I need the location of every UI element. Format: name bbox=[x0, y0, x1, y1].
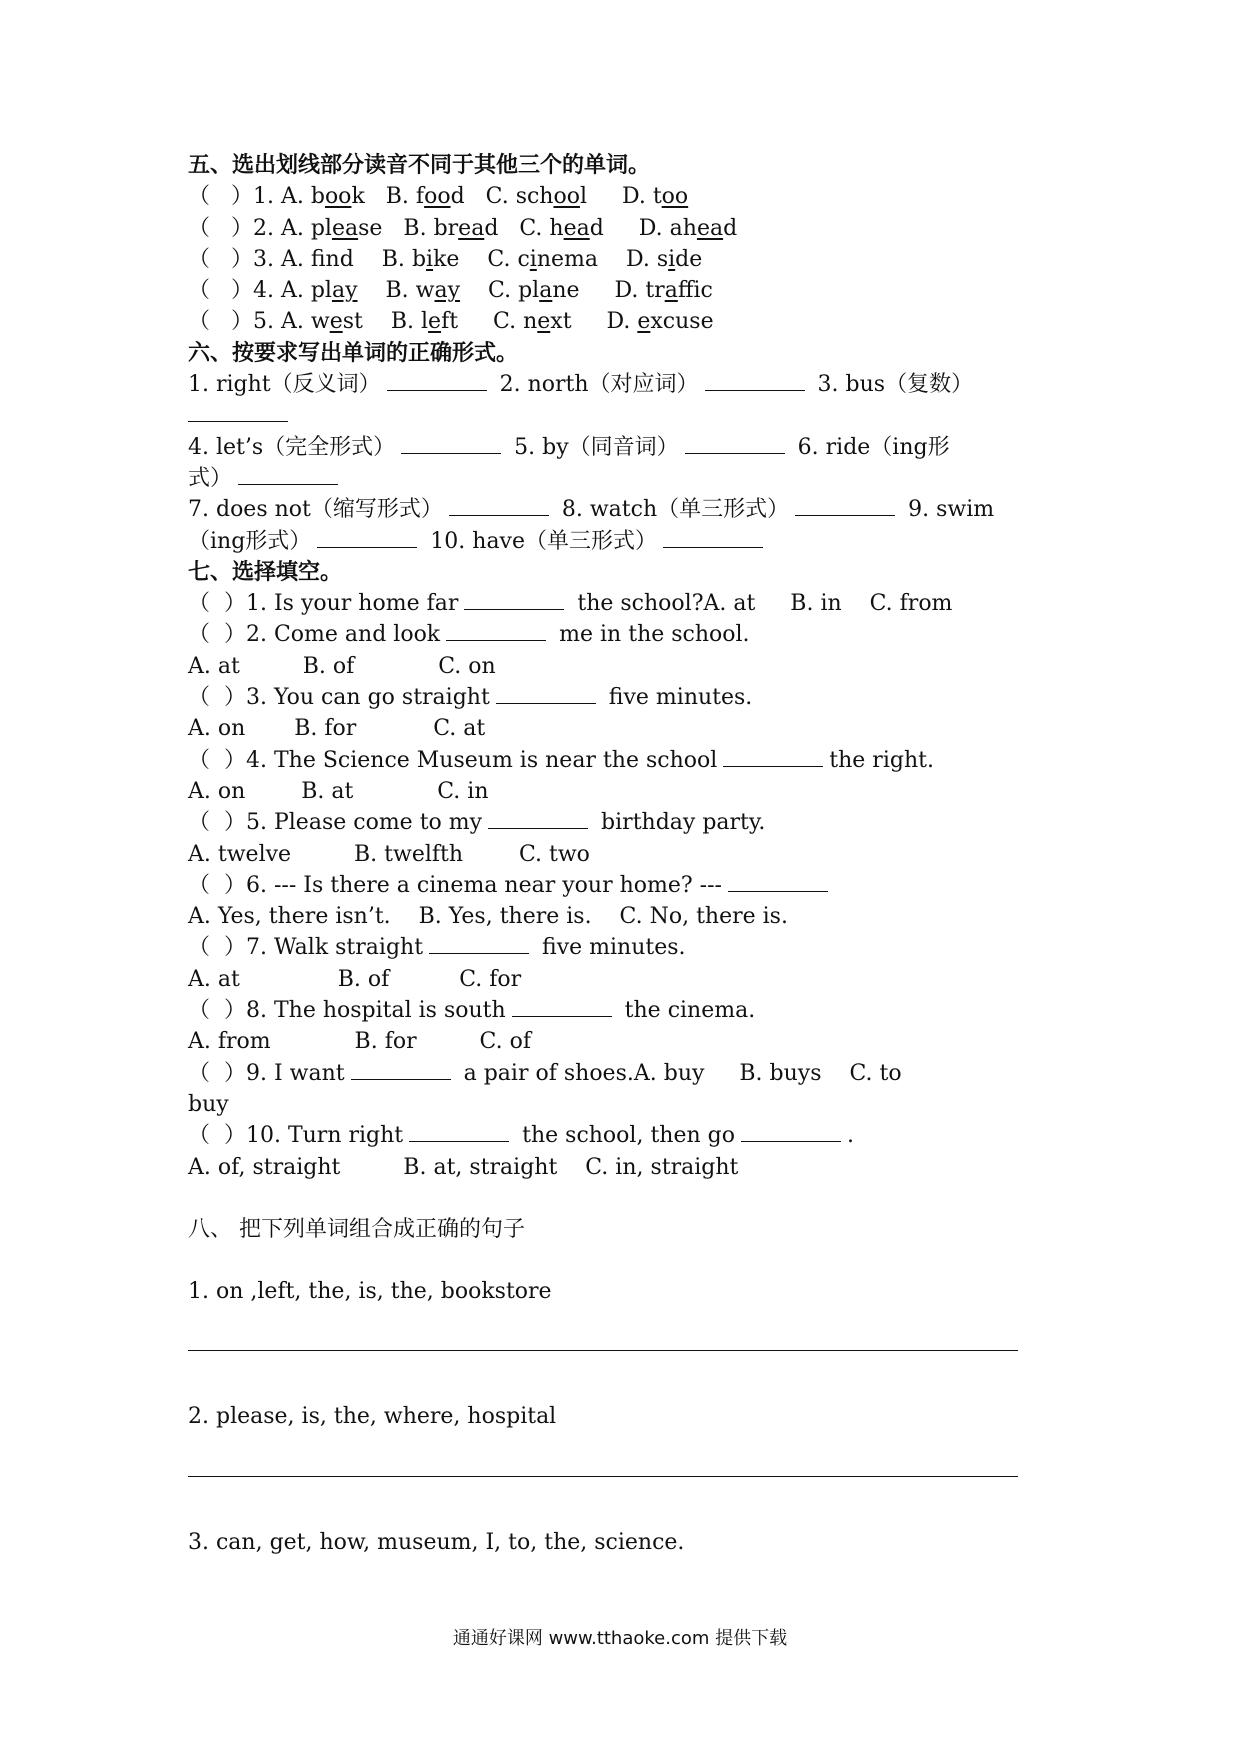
s6-q7: 7. does not（缩写形式） bbox=[188, 497, 443, 523]
word-part: ah bbox=[669, 215, 697, 241]
answer-blank[interactable] bbox=[401, 433, 501, 454]
word-part: nd bbox=[325, 246, 354, 272]
answer-blank[interactable] bbox=[512, 996, 612, 1017]
word-part: （ ）3. A. bbox=[188, 246, 311, 272]
answer-blank[interactable] bbox=[488, 808, 588, 829]
word-part: B. bbox=[364, 184, 416, 210]
s7-options-7: A. at B. of C. for bbox=[188, 966, 522, 992]
underlined-sound: e bbox=[537, 309, 551, 335]
s7-q9 bbox=[188, 1058, 1148, 1089]
underlined-sound: oo bbox=[324, 184, 352, 210]
question-text: （ ）10. Turn right bbox=[188, 1123, 404, 1149]
word-part: xt bbox=[550, 309, 572, 335]
question-text: （ ）5. Please come to my bbox=[188, 810, 483, 836]
s6-line-6 bbox=[188, 526, 1148, 557]
question-text: five minutes. bbox=[535, 935, 686, 961]
word-part: （ ）1. A. bbox=[188, 184, 311, 210]
word-part: D. bbox=[603, 215, 670, 241]
answer-blank[interactable] bbox=[685, 433, 785, 454]
word-part: d bbox=[723, 215, 738, 241]
word-part: l bbox=[579, 184, 588, 210]
word-part: b bbox=[411, 246, 427, 272]
word-part: n bbox=[523, 309, 538, 335]
word-part: sch bbox=[515, 184, 554, 210]
question-text: （ ）9. I want bbox=[188, 1060, 345, 1086]
section-6-title: 六、按要求写出单词的正确形式。 bbox=[188, 339, 519, 366]
word-part: ke bbox=[433, 246, 460, 272]
s6-q6-cont: 式） bbox=[188, 465, 233, 491]
word-part: c bbox=[517, 246, 530, 272]
answer-blank[interactable] bbox=[741, 1121, 841, 1142]
s6-q10: 10. have（单三形式） bbox=[423, 528, 658, 554]
s7-q8 bbox=[188, 995, 1148, 1026]
s7-q7 bbox=[188, 932, 1148, 963]
word-part: xcuse bbox=[650, 309, 714, 335]
underlined-sound: i bbox=[426, 246, 434, 272]
question-text: （ ）1. Is your home far bbox=[188, 591, 459, 617]
s8-sentence-2: 2. please, is, the, where, hospital bbox=[188, 1404, 557, 1430]
s7-q4 bbox=[188, 745, 1148, 776]
question-text: . bbox=[846, 1123, 854, 1149]
section-8-title: 八、 把下列单词组合成正确的句子 bbox=[188, 1216, 525, 1242]
question-text: the school?A. at B. in C. from bbox=[570, 591, 953, 617]
underlined-sound: ay bbox=[331, 278, 358, 304]
word-part: w bbox=[310, 309, 330, 335]
s6-line-4 bbox=[188, 463, 1148, 494]
word-part: br bbox=[433, 215, 459, 241]
s7-q10 bbox=[188, 1120, 1148, 1151]
s8-sentence-1: 1. on ,left, the, is, the, bookstore bbox=[188, 1279, 552, 1305]
s6-q6: 6. ride（ing形 bbox=[790, 434, 950, 460]
question-text: （ ）4. The Science Museum is near the school bbox=[188, 747, 718, 773]
s5-item bbox=[188, 181, 1148, 212]
underlined-sound: oo bbox=[424, 184, 451, 210]
section-5-items bbox=[188, 181, 1148, 337]
answer-blank[interactable] bbox=[728, 871, 828, 892]
word-part: se bbox=[358, 215, 383, 241]
s6-line-2 bbox=[188, 400, 1148, 431]
s6-line-3 bbox=[188, 432, 1148, 463]
word-part: C. bbox=[464, 184, 516, 210]
s7-q1 bbox=[188, 588, 1148, 619]
word-part: t bbox=[652, 184, 662, 210]
s7-q9-cont: buy bbox=[188, 1091, 229, 1117]
question-text: a pair of shoes.A. buy B. buys C. to bbox=[456, 1060, 902, 1086]
answer-blank[interactable] bbox=[188, 401, 288, 422]
word-part: ft bbox=[441, 309, 459, 335]
question-text: （ ）3. You can go straight bbox=[188, 685, 490, 711]
word-part: l bbox=[421, 309, 429, 335]
answer-blank[interactable] bbox=[705, 370, 805, 391]
word-part: b bbox=[310, 184, 325, 210]
word-part: d bbox=[589, 215, 604, 241]
s5-item bbox=[188, 306, 1148, 337]
question-text: me in the school. bbox=[552, 622, 750, 648]
s7-options-5: A. twelve B. twelfth C. two bbox=[188, 841, 590, 867]
s5-item bbox=[188, 244, 1148, 275]
s7-options-10: A. of, straight B. at, straight C. in, straight bbox=[188, 1154, 739, 1180]
s7-options-2: A. at B. of C. on bbox=[188, 653, 496, 679]
underlined-sound: ea bbox=[331, 215, 359, 241]
question-text: （ ）2. Come and look bbox=[188, 622, 441, 648]
s8-sentence-3: 3. can, get, how, museum, I, to, the, science. bbox=[188, 1529, 685, 1555]
footer-credit: 通通好课网 www.tthaoke.com 提供下载 bbox=[452, 1628, 788, 1649]
underlined-sound: e bbox=[637, 309, 651, 335]
s6-line-1 bbox=[188, 369, 1148, 400]
s6-q9-cont: （ing形式） bbox=[188, 528, 312, 554]
answer-blank[interactable] bbox=[464, 589, 564, 610]
s5-item bbox=[188, 213, 1148, 244]
word-part: （ ）2. A. bbox=[188, 215, 311, 241]
word-part: C. bbox=[459, 246, 518, 272]
s7-q2 bbox=[188, 619, 1148, 650]
s7-q3 bbox=[188, 682, 1148, 713]
word-part: ne bbox=[552, 278, 580, 304]
section-5-title: 五、选出划线部分读音不同于其他三个的单词。 bbox=[188, 152, 651, 178]
word-part: nema bbox=[536, 246, 598, 272]
s7-options-4: A. on B. at C. in bbox=[188, 778, 489, 804]
section-7-title: 七、选择填空。 bbox=[188, 558, 343, 585]
question-text: birthday party. bbox=[594, 810, 766, 836]
word-part: f bbox=[310, 246, 326, 272]
underlined-sound: a bbox=[664, 278, 678, 304]
s7-q6 bbox=[188, 870, 1148, 901]
answer-blank[interactable] bbox=[723, 746, 823, 767]
s6-q2: 2. north（对应词） bbox=[492, 372, 699, 398]
word-part: B. bbox=[357, 278, 416, 304]
answer-blank[interactable] bbox=[496, 683, 596, 704]
word-part: st bbox=[342, 309, 363, 335]
word-part: B. bbox=[353, 246, 412, 272]
answer-blank[interactable] bbox=[663, 527, 763, 548]
underlined-sound: ay bbox=[434, 278, 461, 304]
word-part: w bbox=[415, 278, 435, 304]
word-part: C. bbox=[458, 309, 524, 335]
question-text: five minutes. bbox=[601, 685, 753, 711]
question-text: （ ）6. --- Is there a cinema near your home? --- bbox=[188, 872, 722, 898]
question-text: （ ）8. The hospital is south bbox=[188, 998, 506, 1024]
word-part: D. bbox=[598, 246, 657, 272]
s5-item bbox=[188, 275, 1148, 306]
worksheet bbox=[188, 150, 1148, 1558]
answer-blank[interactable] bbox=[409, 1121, 509, 1142]
word-part: d bbox=[450, 184, 465, 210]
word-part: d bbox=[484, 215, 499, 241]
s7-options-8: A. from B. for C. of bbox=[188, 1029, 531, 1055]
question-text: the right. bbox=[829, 747, 934, 773]
s6-q1: 1. right（反义词） bbox=[188, 372, 381, 398]
s6-line-5 bbox=[188, 494, 1148, 525]
word-part: de bbox=[675, 246, 703, 272]
s6-q9: 9. swim bbox=[901, 497, 995, 523]
word-part: pl bbox=[310, 215, 332, 241]
answer-blank[interactable] bbox=[351, 1059, 451, 1080]
word-part: s bbox=[656, 246, 669, 272]
underlined-sound: ea bbox=[563, 215, 590, 241]
question-text: the school, then go bbox=[515, 1123, 735, 1149]
underlined-sound: i bbox=[668, 246, 676, 272]
question-text: the cinema. bbox=[617, 998, 756, 1024]
underlined-sound: e bbox=[329, 309, 343, 335]
question-text: （ ）7. Walk straight bbox=[188, 935, 424, 961]
word-part: C. bbox=[498, 215, 550, 241]
underlined-sound: i bbox=[529, 246, 537, 272]
answer-blank[interactable] bbox=[317, 527, 417, 548]
word-part: D. bbox=[579, 278, 646, 304]
answer-blank[interactable] bbox=[429, 933, 529, 954]
s6-q8: 8. watch（单三形式） bbox=[554, 497, 790, 523]
answer-blank[interactable] bbox=[238, 464, 338, 485]
underlined-sound: a bbox=[539, 278, 553, 304]
word-part: C. bbox=[460, 278, 519, 304]
underlined-sound: ea bbox=[696, 215, 724, 241]
word-part: k bbox=[351, 184, 365, 210]
answer-blank[interactable] bbox=[387, 370, 487, 391]
s6-q4: 4. let’s（完全形式） bbox=[188, 434, 396, 460]
s7-q5 bbox=[188, 807, 1148, 838]
word-part: B. bbox=[382, 215, 434, 241]
word-part: f bbox=[415, 184, 425, 210]
word-part: D. bbox=[587, 184, 653, 210]
word-part: tr bbox=[645, 278, 665, 304]
word-part: ffic bbox=[677, 278, 713, 304]
word-part: B. bbox=[362, 309, 421, 335]
s6-q5: 5. by（同音词） bbox=[507, 434, 679, 460]
word-part: pl bbox=[518, 278, 540, 304]
answer-blank[interactable] bbox=[446, 620, 546, 641]
word-part: （ ）5. A. bbox=[188, 309, 311, 335]
underlined-sound: oo bbox=[661, 184, 689, 210]
word-part: pl bbox=[310, 278, 332, 304]
s6-q3: 3. bus（复数） bbox=[810, 372, 974, 398]
s7-options-6: A. Yes, there isn’t. B. Yes, there is. C. No, there is. bbox=[188, 904, 788, 930]
word-part: h bbox=[549, 215, 564, 241]
word-part: D. bbox=[571, 309, 638, 335]
underlined-sound: oo bbox=[553, 184, 580, 210]
s7-options-3: A. on B. for C. at bbox=[188, 716, 486, 742]
underlined-sound: e bbox=[428, 309, 442, 335]
word-part: （ ）4. A. bbox=[188, 278, 311, 304]
answer-blank[interactable] bbox=[795, 495, 895, 516]
underlined-sound: ea bbox=[458, 215, 485, 241]
answer-blank[interactable] bbox=[449, 495, 549, 516]
